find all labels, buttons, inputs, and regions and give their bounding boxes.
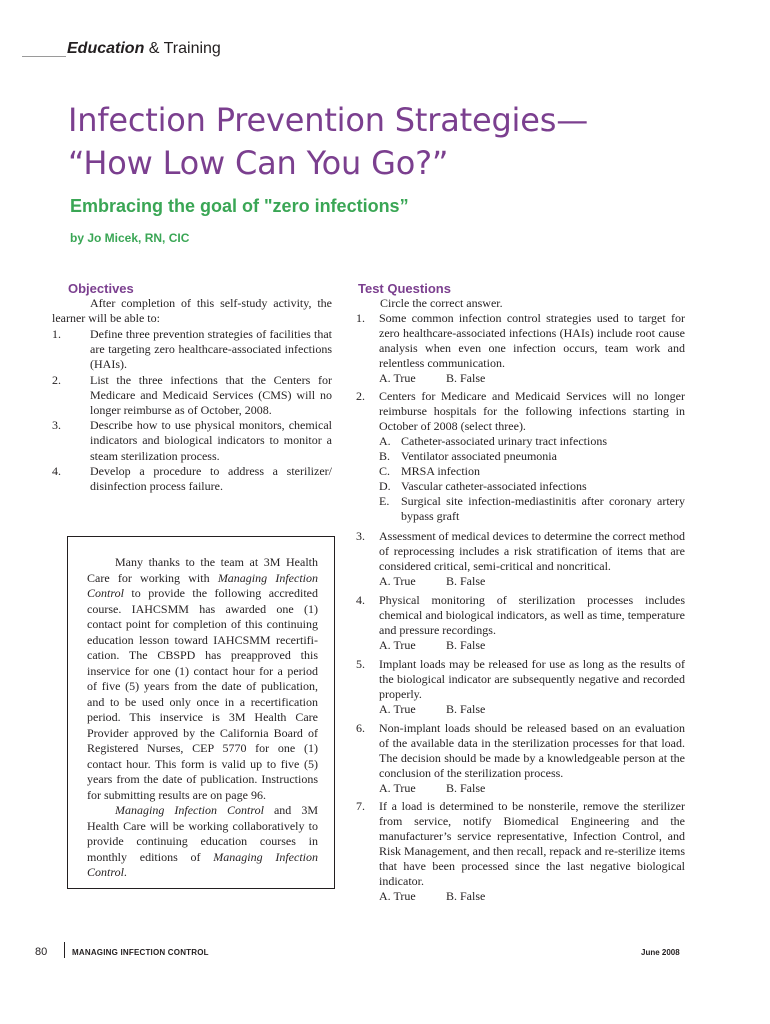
answer-option[interactable] bbox=[379, 464, 685, 479]
answer-false[interactable]: B. False bbox=[446, 574, 486, 588]
option-letter: A. bbox=[379, 434, 391, 448]
answer-false[interactable]: B. False bbox=[446, 702, 486, 716]
credit-text: . bbox=[123, 865, 127, 879]
objectives-list bbox=[52, 327, 332, 494]
answer-option[interactable] bbox=[379, 449, 685, 464]
question-number: 2. bbox=[356, 389, 365, 403]
section-label-rest: & Training bbox=[144, 40, 221, 57]
credit-text: Many thanks to the team at 3M Health Care for working with bbox=[87, 555, 318, 585]
answer-option[interactable] bbox=[379, 479, 685, 494]
objective-text: Define three prevention strategies of facilities that are targeting zero healthcare-associated infections (HAIs). bbox=[90, 327, 332, 372]
question-6 bbox=[356, 721, 685, 796]
answer-option[interactable] bbox=[379, 494, 685, 524]
objective-text: List the three infections that the Centers for Medicare and Medicaid Services (CMS) will no longer reimburse as of October, 2008. bbox=[90, 372, 332, 418]
objective-item bbox=[52, 327, 332, 373]
question-7 bbox=[356, 799, 685, 904]
answer-true[interactable]: A. True bbox=[379, 574, 416, 588]
option-text: MRSA infection bbox=[401, 464, 481, 478]
article-title-line2: “How Low Can You Go?” bbox=[68, 144, 449, 182]
question-number: 7. bbox=[356, 799, 365, 813]
question-number: 4. bbox=[356, 593, 365, 607]
answer-true[interactable]: A. True bbox=[379, 638, 416, 652]
answer-choices bbox=[379, 889, 685, 904]
credit-text: to provide the following accredited course. IAHCSMM has awarded one (1) contact point for completion of this continuing education lesson toward IAHCSMM recertifi-cation. The CBSPD has preapproved this inservice for one (1) contact hour for a period of five (5) years from the date of publication, and to be used only once in a recertification period. This inservice is 3M Health Care Provider approved by the California Board of Registered Nurses, CEP 5770 for one (1) contact hour. This form is valid up to five (5) years from the date of publication. Instructions for submitting results are on page 96. bbox=[87, 586, 318, 802]
answer-choices bbox=[379, 702, 685, 717]
option-text: Vascular catheter-associated infections bbox=[401, 479, 587, 493]
question-text: Centers for Medicare and Medicaid Services will no longer reimburse hospitals for the following infections starting in October of 2008 (select three). bbox=[379, 389, 685, 433]
header-rule bbox=[22, 56, 66, 57]
option-text: Ventilator associated pneumonia bbox=[401, 449, 557, 463]
question-number: 3. bbox=[356, 529, 365, 543]
objectives-intro: After completion of this self-study activity, the learner will be able to: bbox=[52, 296, 332, 326]
page-number: 80 bbox=[35, 946, 48, 958]
question-number: 5. bbox=[356, 657, 365, 671]
objective-item bbox=[52, 464, 332, 494]
objective-number: 3. bbox=[52, 418, 61, 433]
article-byline: by Jo Micek, RN, CIC bbox=[70, 231, 190, 245]
footer-divider bbox=[64, 942, 65, 958]
option-letter: E. bbox=[379, 494, 390, 508]
publication-name: Managing Infection Control bbox=[87, 849, 318, 879]
credit-text: and 3M Health Care will be working collaboratively to provide continuing education courses in monthly editions of bbox=[87, 803, 318, 864]
question-text: Assessment of medical devices to determine the correct method of reprocessing includes a risk stratification of items that are considered critical, semi-critical and noncritical. bbox=[379, 529, 685, 573]
question-number: 1. bbox=[356, 311, 365, 325]
question-number: 6. bbox=[356, 721, 365, 735]
answer-option[interactable] bbox=[379, 434, 685, 449]
objective-item bbox=[52, 373, 332, 419]
article-title-line1: Infection Prevention Strategies— bbox=[68, 101, 589, 139]
objective-item bbox=[52, 418, 332, 464]
question-2 bbox=[356, 389, 685, 524]
publication-name: Managing Infection Control bbox=[87, 570, 318, 600]
question-5 bbox=[356, 657, 685, 717]
answer-true[interactable]: A. True bbox=[379, 889, 416, 903]
question-text: Some common infection control strategies used to target for zero healthcare-associated infections (HAIs) include root cause analysis when even one infection occurs, team work and relentless communication. bbox=[379, 311, 685, 370]
objective-number: 1. bbox=[52, 327, 61, 341]
answer-choices bbox=[379, 371, 685, 386]
objectives-heading: Objectives bbox=[68, 281, 134, 296]
test-questions-heading: Test Questions bbox=[358, 281, 451, 296]
answer-false[interactable]: B. False bbox=[446, 781, 486, 795]
question-text: Physical monitoring of sterilization processes includes chemical and biological indicators, as well as time, temperature and pressure recordings. bbox=[379, 593, 685, 637]
credit-box bbox=[67, 536, 335, 889]
question-4 bbox=[356, 593, 685, 653]
answer-true[interactable]: A. True bbox=[379, 371, 416, 385]
question-text: Implant loads may be released for use as long as the results of the biological indicator are subsequently negative and recorded properly. bbox=[379, 657, 685, 701]
answer-false[interactable]: B. False bbox=[446, 889, 486, 903]
answer-true[interactable]: A. True bbox=[379, 781, 416, 795]
section-label-bold: Education bbox=[67, 40, 145, 57]
footer-publication: MANAGING INFECTION CONTROL bbox=[72, 948, 209, 957]
publication-name: Managing Infection Control bbox=[115, 803, 264, 817]
question-1 bbox=[356, 311, 685, 386]
objective-text: Develop a procedure to address a sterilizer/ disinfection process failure. bbox=[90, 463, 332, 494]
credit-paragraph-2 bbox=[87, 803, 318, 881]
answer-false[interactable]: B. False bbox=[446, 638, 486, 652]
option-text: Surgical site infection-mediastinitis after coronary artery bypass graft bbox=[401, 494, 685, 523]
option-letter: D. bbox=[379, 479, 391, 493]
test-instruction: Circle the correct answer. bbox=[380, 296, 503, 310]
answer-true[interactable]: A. True bbox=[379, 702, 416, 716]
article-subtitle: Embracing the goal of "zero infections” bbox=[70, 196, 409, 216]
question-text: If a load is determined to be nonsterile, remove the sterilizer from service, notify Biomedical Engineering and the manufacturer’s service representative, Infection Control, and Risk Management, and then recall, repack and re-sterilize items that have been processed since the last negative biological indicator. bbox=[379, 799, 685, 888]
option-letter: C. bbox=[379, 464, 391, 478]
answer-choices bbox=[379, 781, 685, 796]
objective-number: 2. bbox=[52, 372, 61, 387]
question-3 bbox=[356, 529, 685, 589]
section-header bbox=[67, 40, 221, 58]
credit-paragraph-1 bbox=[87, 555, 318, 803]
question-text: Non-implant loads should be released based on an evaluation of the available data in the sterilization processes for that load. The decision should be made by a knowledgeable person at the conclusion of the sterilization process. bbox=[379, 721, 685, 780]
objective-text: Describe how to use physical monitors, chemical indicators and biological indicators to monitor a steam sterilization process. bbox=[90, 418, 332, 463]
option-text: Catheter-associated urinary tract infections bbox=[401, 434, 608, 448]
answer-choices bbox=[379, 638, 685, 653]
objective-number: 4. bbox=[52, 463, 61, 478]
option-letter: B. bbox=[379, 449, 391, 463]
footer-date: June 2008 bbox=[641, 948, 680, 957]
answer-choices bbox=[379, 574, 685, 589]
answer-false[interactable]: B. False bbox=[446, 371, 486, 385]
